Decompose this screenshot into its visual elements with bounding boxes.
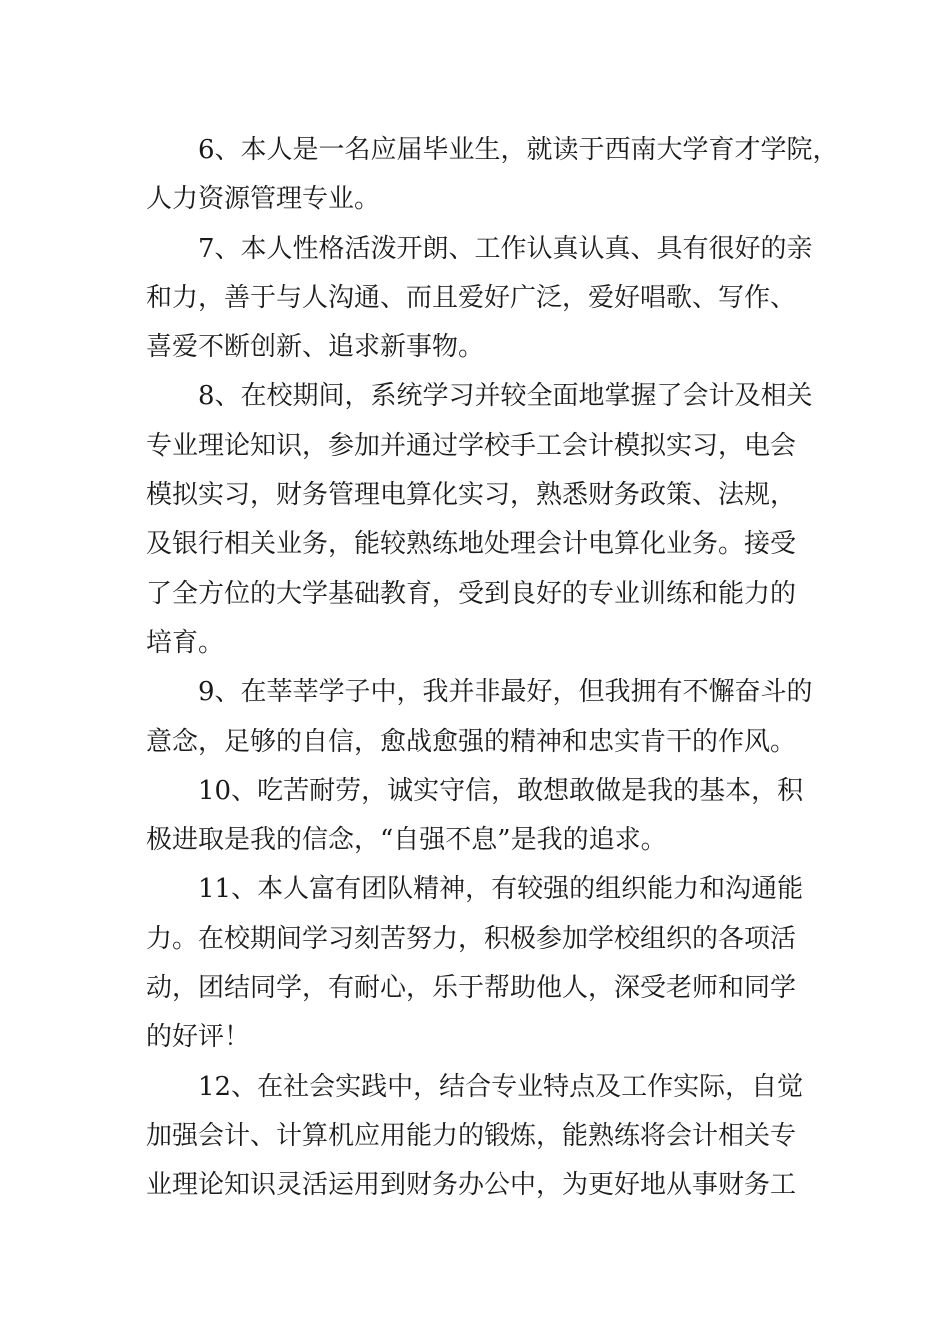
paragraph-line: 意念，足够的自信，愈战愈强的精神和忠实肯干的作风。 xyxy=(146,726,797,757)
paragraph-line: 7、本人性格活泼开朗、工作认真认真、具有很好的亲 xyxy=(198,233,813,264)
paragraph-line: 9、在莘莘学子中，我并非最好，但我拥有不懈奋斗的 xyxy=(198,677,813,708)
paragraph-10 xyxy=(146,767,811,866)
paragraph-line: 极进取是我的信念，“自强不息”是我的追求。 xyxy=(146,825,667,856)
paragraph-line: 喜爱不断创新、追求新事物。 xyxy=(146,332,485,363)
paragraph-7 xyxy=(146,225,811,373)
paragraph-line: 加强会计、计算机应用能力的锻炼，能熟练将会计相关专 xyxy=(146,1120,797,1151)
paragraph-line: 力。在校期间学习刻苦努力，积极参加学校组织的各项活 xyxy=(146,923,797,954)
paragraph-line: 8、在校期间，系统学习并较全面地掌握了会计及相关 xyxy=(198,381,813,412)
paragraph-12 xyxy=(146,1063,811,1211)
paragraph-9 xyxy=(146,668,811,767)
paragraph-line: 和力，善于与人沟通、而且爱好广泛，爱好唱歌、写作、 xyxy=(146,282,797,313)
paragraph-line: 的好评！ xyxy=(146,1022,251,1053)
document-body xyxy=(146,126,839,1211)
paragraph-6 xyxy=(146,126,839,225)
paragraph-line: 12、在社会实践中，结合专业特点及工作实际，自觉 xyxy=(198,1071,804,1102)
paragraph-line: 及银行相关业务，能较熟练地处理会计电算化业务。接受 xyxy=(146,529,797,560)
paragraph-11 xyxy=(146,865,811,1062)
paragraph-line: 业理论知识灵活运用到财务办公中，为更好地从事财务工 xyxy=(146,1170,797,1201)
paragraph-line: 培育。 xyxy=(146,627,225,658)
paragraph-line: 模拟实习，财务管理电算化实习，熟悉财务政策、法规， xyxy=(146,480,797,511)
paragraph-line: 动，团结同学，有耐心，乐于帮助他人，深受老师和同学 xyxy=(146,973,797,1004)
paragraph-line: 专业理论知识，参加并通过学校手工会计模拟实习，电会 xyxy=(146,430,797,461)
paragraph-line: 6、本人是一名应届毕业生，就读于西南大学育才学院， xyxy=(198,135,839,165)
paragraph-line: 10、吃苦耐劳，诚实守信，敢想敢做是我的基本，积 xyxy=(198,775,804,806)
paragraph-line: 了全方位的大学基础教育，受到良好的专业训练和能力的 xyxy=(146,578,797,609)
paragraph-line: 11、本人富有团队精神，有较强的组织能力和沟通能 xyxy=(198,874,804,905)
paragraph-8 xyxy=(146,372,811,668)
paragraph-line: 人力资源管理专业。 xyxy=(146,184,381,215)
